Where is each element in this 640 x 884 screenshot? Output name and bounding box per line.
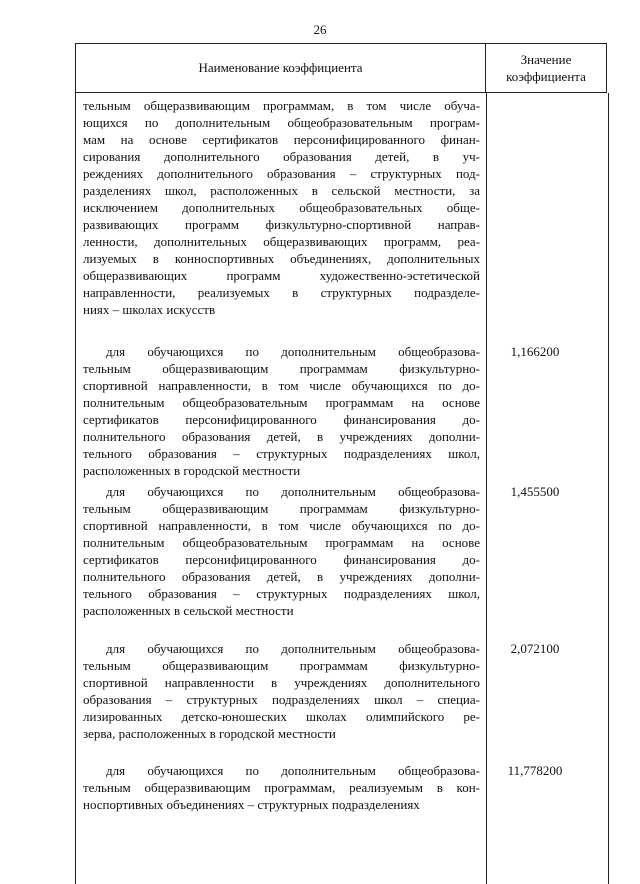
description-line: сирования дополнительного образования детей, в уч- [83,149,480,164]
description-line: сертификатов персонифицированного финансирования до- [83,552,480,567]
description-line: тельным общеразвивающим программам, реализуемым в кон- [83,780,480,795]
description-line: ленности, дополнительных общеразвивающих программ, реа- [83,234,480,249]
coefficient-description [83,640,480,742]
description-line: зерва, расположенных в городской местности [83,726,336,741]
description-line: расположенных в сельской местности [83,603,294,618]
table-header [75,43,607,93]
column-header-value-line1: Значение [520,52,572,67]
column-header-value [486,44,606,92]
description-line: общеразвивающих программ художественно-эстетической [83,268,480,283]
column-header-value-line2: коэффициента [506,69,586,84]
description-line: для обучающихся по дополнительным общеобразова- [106,484,480,499]
description-line: тельным общеразвивающим программам физкультурно- [83,658,480,673]
coefficient-value: 1,455500 [510,484,560,499]
description-line: тельным общеразвивающим программам физкультурно- [83,501,480,516]
description-line: полнительного образования детей, в учреждениях дополни- [83,569,480,584]
description-line: тельного образования – структурных подразделениях школ, [83,586,480,601]
description-line: для обучающихся по дополнительным общеобразова- [106,344,480,359]
description-line: реждениях дополнительного образования – структурных под- [83,166,480,181]
description-line: исключением дополнительных общеобразовательных обще- [83,200,480,215]
description-line: тельного образования – структурных подразделениях школ, [83,446,480,461]
description-line: тельным общеразвивающим программам физкультурно- [83,361,480,376]
description-line: сертификатов персонифицированного финансирования до- [83,412,480,427]
description-line: носпортивных объединениях – структурных подразделениях [83,797,420,812]
description-line: лизированных детско-юношеских школах олимпийского ре- [83,709,480,724]
description-line: лизуемых в конноспортивных объединениях, дополнительных [83,251,480,266]
description-line: расположенных в городской местности [83,463,301,478]
description-line: для обучающихся по дополнительным общеобразова- [106,763,480,778]
description-line: образования – структурных подразделениях школ – специа- [83,692,480,707]
description-line: полнительным общеобразовательным программам на основе [83,395,480,410]
column-header-name: Наименование коэффициента [76,44,486,92]
description-line: мам на основе сертификатов персонифицированного финан- [83,132,480,147]
coefficient-description [83,483,480,619]
coefficient-description [83,762,480,813]
description-line: направленности, реализуемых в структурных подразделе- [83,285,480,300]
coefficient-description [83,97,480,318]
description-line: разделениях школ, расположенных в сельской местности, за [83,183,480,198]
coefficient-value: 11,778200 [507,763,563,778]
description-line: полнительного образования детей, в учреждениях дополни- [83,429,480,444]
description-line: для обучающихся по дополнительным общеобразова- [106,641,480,656]
description-line: спортивной направленности в учреждениях дополнительного [83,675,480,690]
description-line: тельным общеразвивающим программам, в том числе обуча- [83,98,480,113]
description-line: спортивной направленности, в том числе обучающихся по до- [83,518,480,533]
coefficient-description [83,343,480,479]
description-line: полнительным общеобразовательным программам на основе [83,535,480,550]
page-number: 26 [313,22,327,37]
description-line: ниях – школах искусств [83,302,216,317]
coefficient-value: 2,072100 [510,641,560,656]
description-line: спортивной направленности, в том числе обучающихся по до- [83,378,480,393]
coefficient-value: 1,166200 [510,344,560,359]
description-line: развивающих программ физкультурно-спортивной направ- [83,217,480,232]
description-line: ющихся по дополнительным общеобразовательным програм- [83,115,480,130]
